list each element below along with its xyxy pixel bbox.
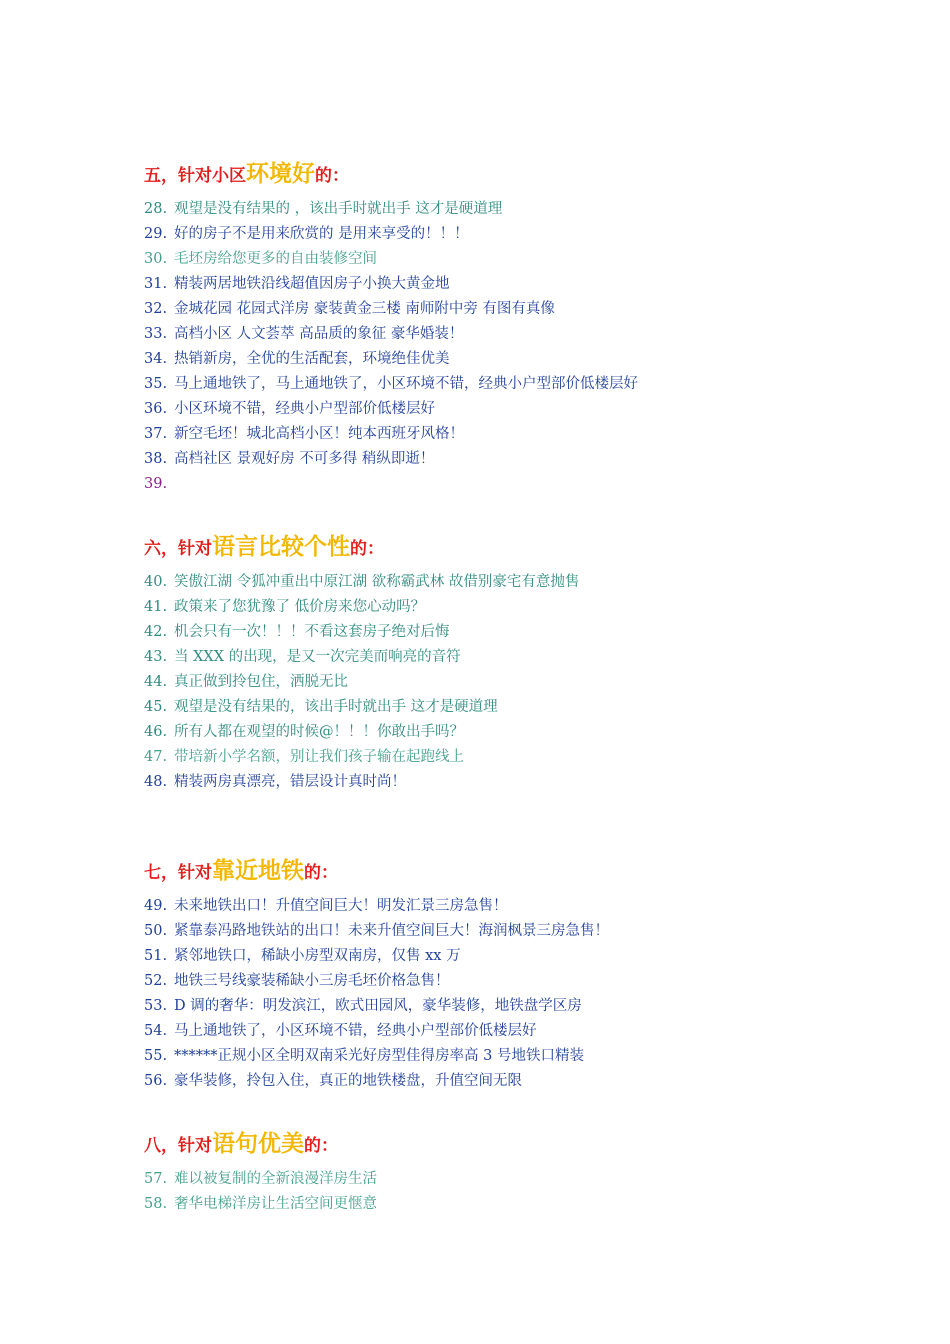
- list-item: [144, 297, 864, 322]
- item-text: 高档社区 景观好房 不可多得 稍纵即逝！: [174, 451, 435, 467]
- list-item: [144, 422, 864, 447]
- list-item: [144, 397, 864, 422]
- heading-suffix: 的：: [315, 166, 349, 186]
- item-text: D 调的奢华：明发滨江，欧式田园风，豪华装修，地铁盘学区房: [174, 998, 582, 1014]
- item-text: 笑傲江湖 令狐冲重出中原江湖 欲称霸武林 故借别豪宅有意抛售: [174, 574, 580, 590]
- item-number: 44.: [144, 674, 168, 690]
- item-list: [144, 894, 864, 1094]
- list-item: [144, 347, 864, 372]
- item-text: 精装两居地铁沿线超值因房子小换大黄金地: [174, 276, 450, 292]
- section-near-subway: [144, 857, 864, 1094]
- heading-suffix: 的：: [350, 539, 384, 559]
- list-item: [144, 1069, 864, 1094]
- section-heading: [144, 1130, 864, 1160]
- heading-prefix: 七，针对: [144, 863, 212, 883]
- item-number: 36.: [144, 401, 168, 417]
- list-item: [144, 894, 864, 919]
- section-heading: [144, 160, 864, 190]
- list-item: [144, 1044, 864, 1069]
- item-text: 所有人都在观望的时候@！！！你敢出手吗？: [174, 724, 464, 740]
- list-item: [144, 272, 864, 297]
- list-item: [144, 720, 864, 745]
- item-number: 55.: [144, 1048, 168, 1064]
- list-item: [144, 447, 864, 472]
- item-number: 47.: [144, 749, 168, 765]
- item-text: 观望是没有结果的，该出手时就出手 这才是硬道理: [174, 699, 498, 715]
- section-heading: [144, 533, 864, 563]
- item-text: 热销新房，全优的生活配套，环境绝佳优美: [174, 351, 450, 367]
- list-item: [144, 670, 864, 695]
- list-item: [144, 944, 864, 969]
- item-text: 紧邻地铁口，稀缺小房型双南房，仅售 xx 万: [174, 948, 461, 964]
- item-text: 好的房子不是用来欣赏的 是用来享受的！！！: [174, 226, 469, 242]
- item-list: [144, 197, 864, 497]
- item-text: 真正做到拎包住，洒脱无比: [174, 674, 348, 690]
- item-text: 地铁三号线豪装稀缺小三房毛坯价格急售！: [174, 973, 450, 989]
- item-number: 34.: [144, 351, 168, 367]
- item-text: 豪华装修，拎包入住，真正的地铁楼盘，升值空间无限: [174, 1073, 522, 1089]
- list-item: [144, 472, 864, 497]
- list-item: [144, 645, 864, 670]
- item-number: 58.: [144, 1196, 168, 1212]
- item-number: 41.: [144, 599, 168, 615]
- list-item: [144, 595, 864, 620]
- item-number: 29.: [144, 226, 168, 242]
- item-number: 56.: [144, 1073, 168, 1089]
- heading-highlight: 语言比较个性: [212, 533, 350, 560]
- item-number: 31.: [144, 276, 168, 292]
- item-number: 39.: [144, 476, 168, 492]
- section-heading: [144, 857, 864, 887]
- list-item: [144, 197, 864, 222]
- item-number: 46.: [144, 724, 168, 740]
- item-number: 49.: [144, 898, 168, 914]
- item-number: 40.: [144, 574, 168, 590]
- item-number: 28.: [144, 201, 168, 217]
- item-text: 带培新小学名额，别让我们孩子输在起跑线上: [174, 749, 464, 765]
- item-number: 48.: [144, 774, 168, 790]
- item-text: 奢华电梯洋房让生活空间更惬意: [174, 1196, 377, 1212]
- item-text: 金城花园 花园式洋房 豪装黄金三楼 南师附中旁 有图有真像: [174, 301, 555, 317]
- item-text: 高档小区 人文荟萃 高品质的象征 豪华婚装！: [174, 326, 464, 342]
- section-personality: [144, 533, 864, 795]
- item-number: 33.: [144, 326, 168, 342]
- item-number: 57.: [144, 1171, 168, 1187]
- heading-suffix: 的：: [304, 863, 338, 883]
- item-text: 观望是没有结果的 ，该出手时就出手 这才是硬道理: [174, 201, 503, 217]
- item-number: 35.: [144, 376, 168, 392]
- item-text: 未来地铁出口！升值空间巨大！明发汇景三房急售！: [174, 898, 508, 914]
- item-number: 43.: [144, 649, 168, 665]
- item-number: 51.: [144, 948, 168, 964]
- section-environment: [144, 160, 864, 497]
- item-number: 38.: [144, 451, 168, 467]
- item-text: 马上通地铁了，马上通地铁了，小区环境不错，经典小户型部价低楼层好: [174, 376, 638, 392]
- item-number: 52.: [144, 973, 168, 989]
- list-item: [144, 247, 864, 272]
- item-number: 37.: [144, 426, 168, 442]
- heading-highlight: 环境好: [246, 160, 315, 187]
- item-number: 54.: [144, 1023, 168, 1039]
- list-item: [144, 222, 864, 247]
- list-item: [144, 1167, 864, 1192]
- item-number: 42.: [144, 624, 168, 640]
- list-item: [144, 570, 864, 595]
- item-list: [144, 1167, 864, 1217]
- item-text: 小区环境不错，经典小户型部价低楼层好: [174, 401, 435, 417]
- heading-suffix: 的：: [304, 1136, 338, 1156]
- heading-prefix: 八，针对: [144, 1136, 212, 1156]
- list-item: [144, 919, 864, 944]
- item-number: 50.: [144, 923, 168, 939]
- item-text: 政策来了您犹豫了 低价房来您心动吗？: [174, 599, 426, 615]
- item-text: 精装两房真漂亮，错层设计真时尚！: [174, 774, 406, 790]
- item-number: 32.: [144, 301, 168, 317]
- list-item: [144, 695, 864, 720]
- item-text: 难以被复制的全新浪漫洋房生活: [174, 1171, 377, 1187]
- list-item: [144, 1192, 864, 1217]
- heading-highlight: 靠近地铁: [212, 857, 304, 884]
- item-list: [144, 570, 864, 795]
- list-item: [144, 745, 864, 770]
- list-item: [144, 770, 864, 795]
- item-number: 45.: [144, 699, 168, 715]
- section-elegant-wording: [144, 1130, 864, 1217]
- heading-prefix: 五，针对小区: [144, 166, 246, 186]
- item-text: 机会只有一次！！！不看这套房子绝对后悔: [174, 624, 450, 640]
- item-number: 30.: [144, 251, 168, 267]
- list-item: [144, 969, 864, 994]
- item-number: 53.: [144, 998, 168, 1014]
- item-text: 新空毛坯！城北高档小区！纯本西班牙风格！: [174, 426, 464, 442]
- list-item: [144, 994, 864, 1019]
- heading-highlight: 语句优美: [212, 1130, 304, 1157]
- item-text: ******正规小区全明双南采光好房型佳得房率高 3 号地铁口精装: [174, 1048, 584, 1064]
- item-text: 当 XXX 的出现，是又一次完美而响亮的音符: [174, 649, 461, 665]
- list-item: [144, 620, 864, 645]
- list-item: [144, 372, 864, 397]
- heading-prefix: 六，针对: [144, 539, 212, 559]
- list-item: [144, 1019, 864, 1044]
- item-text: 毛坯房给您更多的自由装修空间: [174, 251, 377, 267]
- list-item: [144, 322, 864, 347]
- item-text: 紧靠泰冯路地铁站的出口！未来升值空间巨大！海润枫景三房急售！: [174, 923, 609, 939]
- item-text: 马上通地铁了，小区环境不错，经典小户型部价低楼层好: [174, 1023, 537, 1039]
